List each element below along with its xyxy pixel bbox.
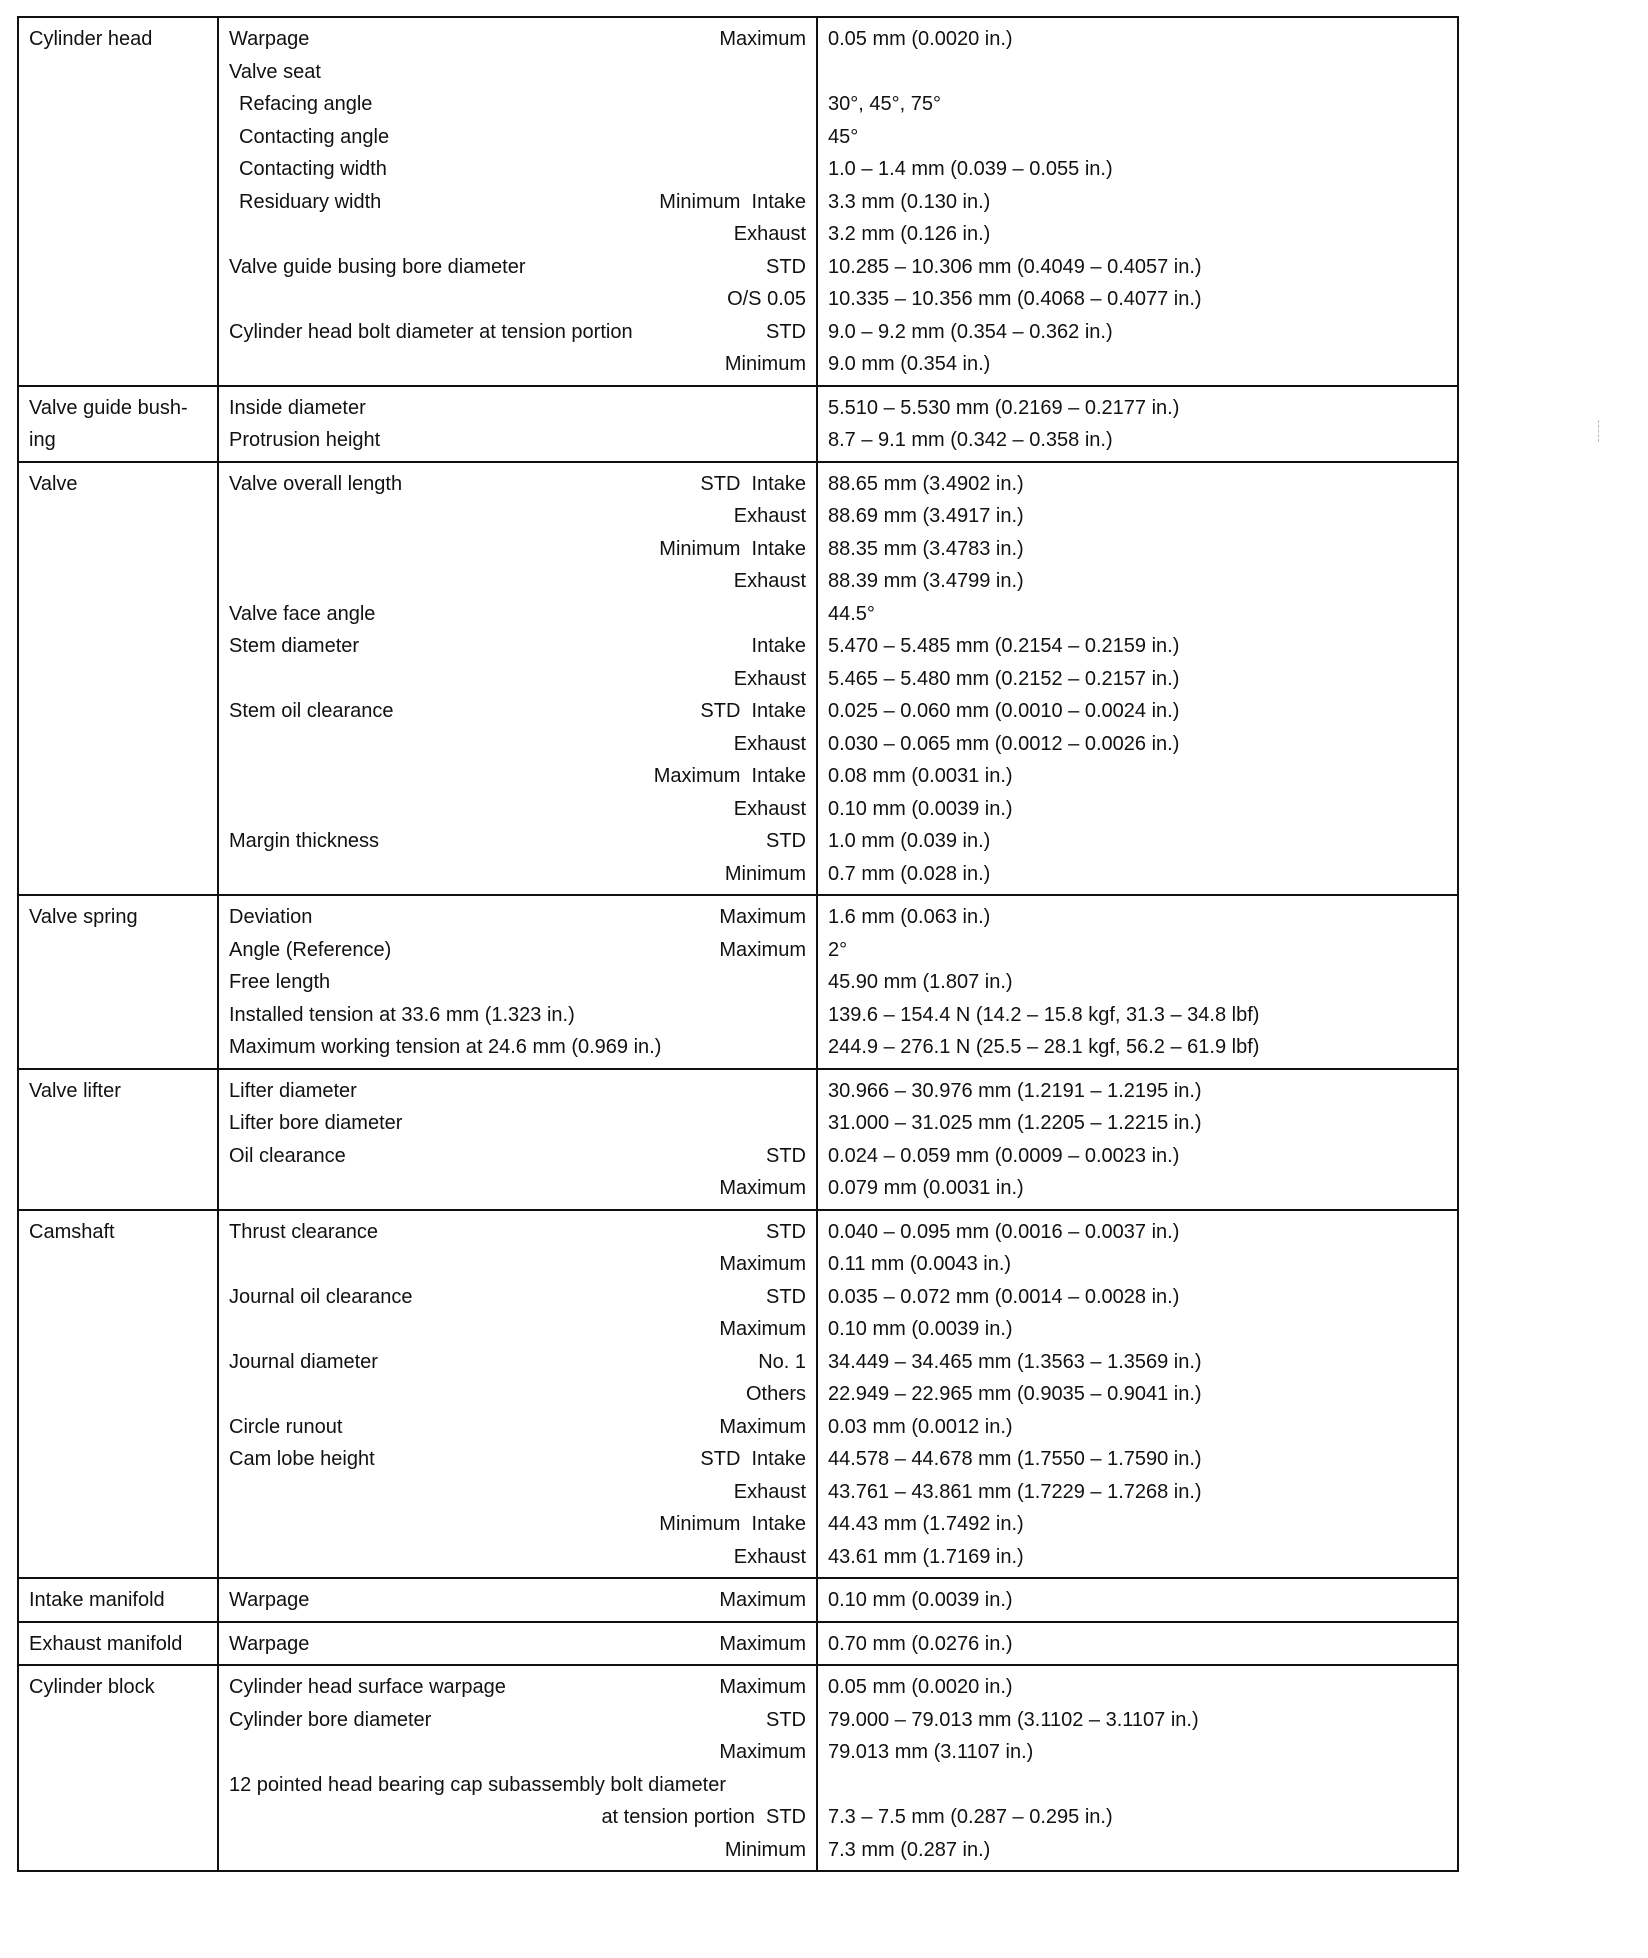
spec-qualifier: STD — [766, 1144, 806, 1167]
spec-label: Deviation — [229, 906, 313, 928]
spec-value: 244.9 – 276.1 N (25.5 – 28.1 kgf, 56.2 – 61.9 lbf) — [828, 1036, 1260, 1058]
spec-row — [219, 153, 816, 186]
spec-value: 5.470 – 5.485 mm (0.2154 – 0.2159 in.) — [828, 635, 1180, 657]
spec-row — [219, 468, 816, 501]
spec-row — [219, 1411, 816, 1444]
spec-value: 44.578 – 44.678 mm (1.7550 – 1.7590 in.) — [828, 1448, 1202, 1470]
section-items — [219, 1623, 818, 1665]
spec-qualifier: STD — [766, 1708, 806, 1731]
spec-value: 30°, 45°, 75° — [828, 93, 941, 115]
spec-row — [219, 1313, 816, 1346]
spec-row — [219, 999, 816, 1032]
spec-row — [219, 283, 816, 316]
section-values — [818, 1623, 1457, 1665]
spec-value — [818, 1769, 1457, 1802]
spec-qualifier: STD — [766, 1220, 806, 1243]
spec-qualifier: Intake — [751, 635, 806, 657]
spec-value: 45° — [828, 125, 859, 148]
spec-value: 22.949 – 22.965 mm (0.9035 – 0.9041 in.) — [828, 1383, 1202, 1405]
section-items — [219, 1070, 818, 1209]
section-values — [818, 896, 1457, 1068]
spec-value: 0.030 – 0.065 mm (0.0012 – 0.0026 in.) — [828, 732, 1180, 755]
spec-value: 8.7 – 9.1 mm (0.342 – 0.358 in.) — [828, 429, 1113, 451]
spec-row — [219, 23, 816, 56]
spec-section — [19, 1577, 1457, 1621]
spec-row — [219, 598, 816, 631]
spec-row — [219, 251, 816, 284]
spec-qualifier: STD Intake — [700, 700, 806, 722]
spec-row — [219, 1704, 816, 1737]
spec-row — [219, 500, 816, 533]
spec-row — [219, 56, 816, 89]
spec-row — [219, 533, 816, 566]
spec-qualifier: Exhaust — [733, 667, 806, 690]
section-items — [219, 1579, 818, 1621]
spec-value: 88.69 mm (3.4917 in.) — [828, 505, 1024, 527]
spec-value: 0.03 mm (0.0012 in.) — [828, 1415, 1013, 1438]
spec-row — [219, 1281, 816, 1314]
section-values — [818, 463, 1457, 895]
spec-value: 44.43 mm (1.7492 in.) — [828, 1513, 1024, 1535]
spec-row — [219, 1443, 816, 1476]
spec-label: Cylinder head bolt diameter at tension portion — [229, 320, 633, 343]
section-category: Cylinder block — [19, 1666, 219, 1870]
spec-row — [219, 728, 816, 761]
spec-row — [219, 1541, 816, 1574]
spec-qualifier: Maximum — [719, 938, 806, 961]
spec-label: Free length — [229, 971, 331, 993]
spec-qualifier: STD — [766, 255, 806, 278]
section-category: Valve — [19, 463, 219, 895]
spec-section — [19, 1068, 1457, 1209]
scan-mark — [1598, 420, 1600, 442]
spec-row — [219, 663, 816, 696]
section-items — [219, 18, 818, 385]
section-category-line: Valve guide bush- — [29, 396, 188, 419]
spec-row — [219, 695, 816, 728]
spec-label: Residuary width — [239, 190, 382, 213]
spec-qualifier: Minimum — [724, 862, 806, 885]
spec-qualifier: Minimum — [724, 353, 806, 375]
spec-row — [219, 1801, 816, 1834]
spec-row — [219, 348, 816, 381]
spec-label: Installed tension at 33.6 mm (1.323 in.) — [229, 1003, 575, 1026]
spec-row — [219, 1736, 816, 1769]
spec-qualifier: Maximum — [719, 28, 806, 50]
spec-qualifier: Minimum — [724, 1838, 806, 1861]
section-category: Valve spring — [19, 896, 219, 1068]
spec-label: Valve guide busing bore diameter — [229, 255, 526, 278]
spec-label: Refacing angle — [239, 93, 373, 115]
spec-section — [19, 1664, 1457, 1870]
spec-row — [219, 88, 816, 121]
spec-label: Lifter bore diameter — [229, 1112, 403, 1134]
spec-label: Warpage — [229, 1632, 310, 1655]
spec-label: Circle runout — [229, 1415, 343, 1438]
spec-row — [219, 565, 816, 598]
spec-label: Stem diameter — [229, 635, 360, 657]
spec-row — [219, 186, 816, 219]
spec-label: Contacting width — [239, 158, 387, 180]
spec-value: 3.3 mm (0.130 in.) — [828, 190, 991, 213]
spec-section — [19, 18, 1457, 385]
spec-row — [219, 1140, 816, 1173]
spec-qualifier: Exhaust — [733, 1480, 806, 1503]
spec-value: 43.761 – 43.861 mm (1.7229 – 1.7268 in.) — [828, 1480, 1202, 1503]
spec-value: 0.025 – 0.060 mm (0.0010 – 0.0024 in.) — [828, 700, 1180, 722]
spec-qualifier: Minimum Intake — [659, 537, 806, 560]
spec-value: 5.510 – 5.530 mm (0.2169 – 0.2177 in.) — [828, 396, 1180, 419]
spec-label: Protrusion height — [229, 429, 381, 451]
spec-row — [219, 630, 816, 663]
spec-row — [219, 1834, 816, 1867]
spec-value: 0.024 – 0.059 mm (0.0009 – 0.0023 in.) — [828, 1144, 1180, 1167]
spec-qualifier: Maximum — [719, 1632, 806, 1655]
spec-qualifier: at tension portion STD — [601, 1806, 806, 1828]
spec-value: 0.05 mm (0.0020 in.) — [828, 28, 1013, 50]
spec-value: 0.035 – 0.072 mm (0.0014 – 0.0028 in.) — [828, 1285, 1180, 1308]
spec-value: 5.465 – 5.480 mm (0.2152 – 0.2157 in.) — [828, 667, 1180, 690]
spec-row — [219, 121, 816, 154]
spec-qualifier: Minimum Intake — [659, 1513, 806, 1535]
section-category: Exhaust manifold — [19, 1623, 219, 1665]
spec-label: Valve seat — [229, 60, 321, 83]
spec-label: Warpage — [229, 28, 310, 50]
spec-row — [219, 966, 816, 999]
spec-value: 0.040 – 0.095 mm (0.0016 – 0.0037 in.) — [828, 1220, 1180, 1243]
section-category: Valve lifter — [19, 1070, 219, 1209]
section-category — [19, 387, 219, 461]
spec-qualifier: Exhaust — [733, 570, 806, 592]
section-values — [818, 1211, 1457, 1578]
spec-qualifier: No. 1 — [758, 1350, 806, 1373]
spec-section — [19, 461, 1457, 895]
spec-row — [219, 1172, 816, 1205]
spec-row — [219, 1075, 816, 1108]
spec-label: Oil clearance — [229, 1144, 346, 1167]
spec-row — [219, 1508, 816, 1541]
spec-row — [219, 1346, 816, 1379]
spec-row — [219, 1031, 816, 1064]
spec-row — [219, 934, 816, 967]
spec-qualifier: Maximum — [719, 1415, 806, 1438]
spec-label: Warpage — [229, 1589, 310, 1611]
spec-qualifier: Exhaust — [733, 505, 806, 527]
spec-table — [17, 16, 1459, 1872]
spec-section — [19, 894, 1457, 1068]
spec-label: Journal diameter — [229, 1350, 378, 1373]
spec-value: 44.5° — [828, 602, 875, 625]
spec-qualifier: STD — [766, 320, 806, 343]
spec-value: 30.966 – 30.976 mm (1.2191 – 1.2195 in.) — [828, 1079, 1202, 1102]
spec-value: 0.079 mm (0.0031 in.) — [828, 1177, 1024, 1199]
spec-value: 3.2 mm (0.126 in.) — [828, 223, 991, 245]
spec-qualifier: Maximum Intake — [653, 765, 806, 787]
spec-qualifier: STD — [766, 830, 806, 852]
spec-value: 79.013 mm (3.1107 in.) — [828, 1741, 1034, 1763]
spec-label: Journal oil clearance — [229, 1285, 413, 1308]
spec-row — [219, 218, 816, 251]
spec-label: Maximum working tension at 24.6 mm (0.969 in.) — [229, 1036, 662, 1058]
section-items — [219, 896, 818, 1068]
spec-row — [219, 424, 816, 457]
spec-value: 0.70 mm (0.0276 in.) — [828, 1632, 1013, 1655]
section-category: Intake manifold — [19, 1579, 219, 1621]
spec-label: Stem oil clearance — [229, 700, 394, 722]
spec-row — [219, 901, 816, 934]
spec-label: Margin thickness — [229, 830, 380, 852]
section-values — [818, 18, 1457, 385]
spec-qualifier: Exhaust — [733, 797, 806, 820]
spec-label: Cam lobe height — [229, 1448, 375, 1470]
spec-qualifier: STD — [766, 1285, 806, 1308]
spec-qualifier: Minimum Intake — [659, 190, 806, 213]
spec-row — [219, 1378, 816, 1411]
spec-label: Inside diameter — [229, 396, 366, 419]
spec-row — [219, 1584, 816, 1617]
spec-row — [219, 793, 816, 826]
spec-qualifier: Maximum — [719, 1741, 806, 1763]
spec-qualifier: STD Intake — [700, 1448, 806, 1470]
spec-label: Angle (Reference) — [229, 938, 392, 961]
spec-qualifier: Maximum — [719, 1318, 806, 1340]
spec-value: 10.285 – 10.306 mm (0.4049 – 0.4057 in.) — [828, 255, 1202, 278]
spec-value: 10.335 – 10.356 mm (0.4068 – 0.4077 in.) — [828, 288, 1202, 310]
section-category: Camshaft — [19, 1211, 219, 1578]
spec-qualifier: Exhaust — [733, 1545, 806, 1568]
section-values — [818, 1666, 1457, 1870]
section-category: Cylinder head — [19, 18, 219, 385]
spec-value — [818, 56, 1457, 89]
spec-label: Contacting angle — [239, 125, 390, 148]
spec-value: 43.61 mm (1.7169 in.) — [828, 1545, 1024, 1568]
spec-section — [19, 385, 1457, 461]
spec-qualifier: STD Intake — [700, 472, 806, 495]
spec-label: Lifter diameter — [229, 1079, 357, 1102]
section-values — [818, 387, 1457, 461]
spec-row — [219, 825, 816, 858]
section-values — [818, 1579, 1457, 1621]
spec-value: 88.39 mm (3.4799 in.) — [828, 570, 1024, 592]
spec-value: 45.90 mm (1.807 in.) — [828, 971, 1013, 993]
spec-value: 7.3 – 7.5 mm (0.287 – 0.295 in.) — [828, 1806, 1113, 1828]
spec-label: Valve overall length — [229, 472, 403, 495]
spec-qualifier: Maximum — [719, 1177, 806, 1199]
section-values — [818, 1070, 1457, 1209]
spec-qualifier: Maximum — [719, 1676, 806, 1698]
spec-value: 0.05 mm (0.0020 in.) — [828, 1676, 1013, 1698]
section-items — [219, 1666, 818, 1870]
spec-value: 0.10 mm (0.0039 in.) — [828, 1318, 1013, 1340]
spec-row — [219, 760, 816, 793]
spec-row — [219, 316, 816, 349]
spec-value: 0.7 mm (0.028 in.) — [828, 862, 991, 885]
spec-value: 0.08 mm (0.0031 in.) — [828, 765, 1013, 787]
spec-qualifier: Maximum — [719, 1589, 806, 1611]
spec-value: 9.0 – 9.2 mm (0.354 – 0.362 in.) — [828, 320, 1113, 343]
spec-label: 12 pointed head bearing cap subassembly bolt diameter — [229, 1773, 726, 1796]
section-category-line: ing — [29, 428, 56, 451]
spec-label: Cylinder head surface warpage — [229, 1676, 506, 1698]
spec-value: 2° — [828, 938, 848, 961]
spec-row — [219, 1628, 816, 1661]
spec-qualifier: O/S 0.05 — [727, 288, 806, 310]
section-items — [219, 463, 818, 895]
spec-value: 0.11 mm (0.0043 in.) — [828, 1253, 1012, 1275]
spec-value: 7.3 mm (0.287 in.) — [828, 1838, 991, 1861]
spec-qualifier: Maximum — [719, 1253, 806, 1275]
spec-value: 1.6 mm (0.063 in.) — [828, 906, 991, 928]
spec-value: 9.0 mm (0.354 in.) — [828, 353, 991, 375]
spec-qualifier: Others — [745, 1383, 806, 1405]
spec-value: 88.65 mm (3.4902 in.) — [828, 472, 1024, 495]
spec-row — [219, 858, 816, 891]
spec-row — [219, 1248, 816, 1281]
spec-label: Cylinder bore diameter — [229, 1708, 432, 1731]
spec-qualifier: Maximum — [719, 906, 806, 928]
spec-value: 0.10 mm (0.0039 in.) — [828, 797, 1013, 820]
spec-value: 34.449 – 34.465 mm (1.3563 – 1.3569 in.) — [828, 1350, 1202, 1373]
spec-value: 1.0 – 1.4 mm (0.039 – 0.055 in.) — [828, 158, 1113, 180]
spec-row — [219, 392, 816, 425]
spec-value: 31.000 – 31.025 mm (1.2205 – 1.2215 in.) — [828, 1112, 1202, 1134]
section-items — [219, 387, 818, 461]
spec-row — [219, 1216, 816, 1249]
spec-row — [219, 1476, 816, 1509]
spec-section — [19, 1209, 1457, 1578]
spec-section — [19, 1621, 1457, 1665]
spec-value: 0.10 mm (0.0039 in.) — [828, 1589, 1013, 1611]
spec-value: 1.0 mm (0.039 in.) — [828, 830, 991, 852]
section-items — [219, 1211, 818, 1578]
spec-value: 88.35 mm (3.4783 in.) — [828, 537, 1024, 560]
spec-label: Thrust clearance — [229, 1220, 378, 1243]
spec-row — [219, 1671, 816, 1704]
spec-row — [219, 1107, 816, 1140]
spec-row — [219, 1769, 816, 1802]
spec-value: 79.000 – 79.013 mm (3.1102 – 3.1107 in.) — [828, 1708, 1199, 1731]
spec-label: Valve face angle — [229, 602, 376, 625]
spec-value: 139.6 – 154.4 N (14.2 – 15.8 kgf, 31.3 – 34.8 lbf) — [828, 1003, 1260, 1026]
spec-qualifier: Exhaust — [733, 223, 806, 245]
spec-qualifier: Exhaust — [733, 732, 806, 755]
